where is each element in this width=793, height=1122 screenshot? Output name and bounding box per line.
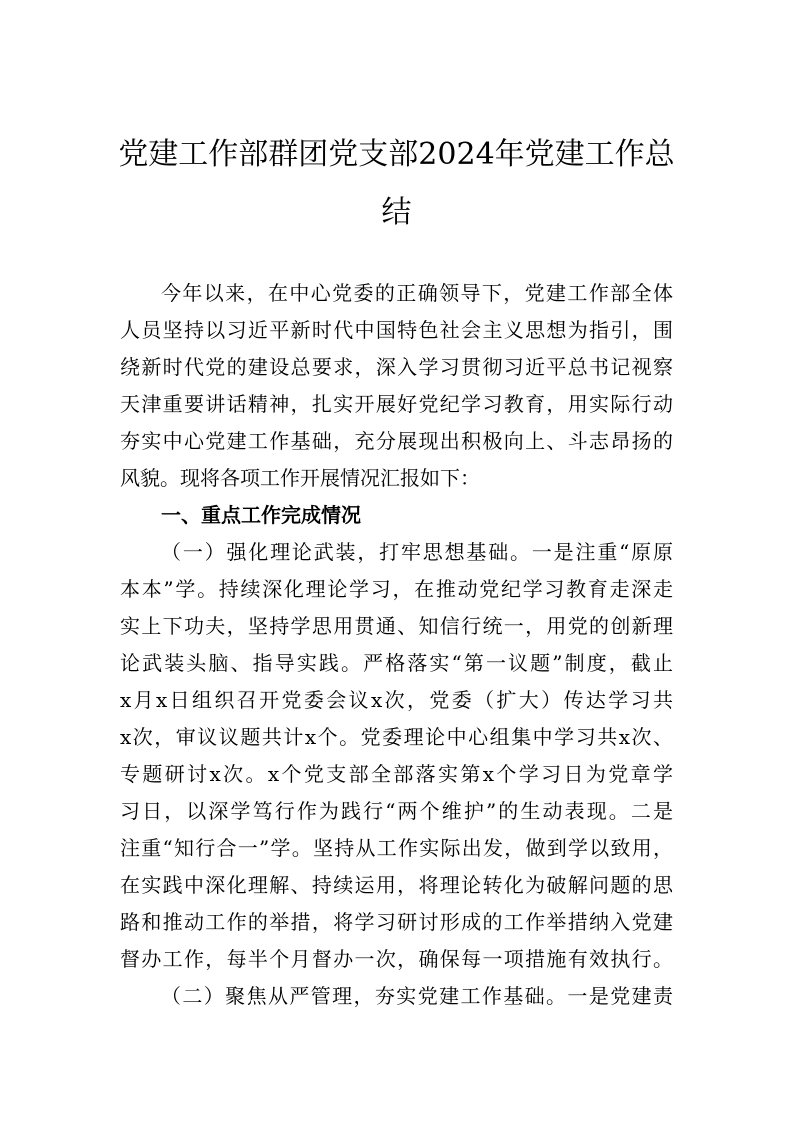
section1-line-8: 习日，以深学笃行作为践行“两个维护”的生动表现。二是: [120, 799, 673, 823]
section-heading: 一、重点工作完成情况: [161, 503, 361, 527]
section1-line-5: x月x日组织召开党委会议x次，党委（扩大）传达学习共: [120, 688, 673, 712]
section1-line-11: 路和推动工作的举措，将学习研讨形成的工作举措纳入党建: [120, 910, 673, 934]
section1-line-6: x次，审议议题共计x个。党委理论中心组集中学习共x次、: [120, 725, 673, 749]
intro-line-2: 人员坚持以习近平新时代中国特色社会主义思想为指引，围: [120, 318, 673, 342]
section1-line-10: 在实践中深化理解、持续运用，将理论转化为破解问题的思: [120, 873, 673, 897]
intro-line-4: 天津重要讲话精神，扎实开展好党纪学习教育，用实际行动: [120, 392, 673, 416]
section1-line-9: 注重“知行合一”学。坚持从工作实际出发，做到学以致用，: [120, 836, 673, 860]
section1-line-1: （一）强化理论武装，打牢思想基础。一是注重“原原: [161, 540, 673, 564]
section2-line-1: （二）聚焦从严管理，夯实党建工作基础。一是党建责: [161, 984, 673, 1008]
section1-line-2: 本本”学。持续深化理论学习，在推动党纪学习教育走深走: [120, 577, 673, 601]
document-title-line-1: 党建工作部群团党支部2024年党建工作总: [118, 137, 675, 172]
intro-line-6: 风貌。现将各项工作开展情况汇报如下：: [120, 466, 480, 490]
intro-line-3: 绕新时代党的建设总要求，深入学习贯彻习近平总书记视察: [120, 355, 673, 379]
intro-line-5: 夯实中心党建工作基础，充分展现出积极向上、斗志昂扬的: [120, 429, 673, 453]
section1-line-7: 专题研讨x次。x个党支部全部落实第x个学习日为党章学: [120, 762, 673, 786]
intro-line-1: 今年以来，在中心党委的正确领导下，党建工作部全体: [161, 281, 673, 305]
section1-line-3: 实上下功夫，坚持学思用贯通、知信行统一，用党的创新理: [120, 614, 673, 638]
section1-line-4: 论武装头脑、指导实践。严格落实“第一议题”制度，截止: [120, 651, 673, 675]
document-title-line-2: 结: [381, 195, 412, 230]
section1-line-12: 督办工作，每半个月督办一次，确保每一项措施有效执行。: [120, 947, 673, 971]
